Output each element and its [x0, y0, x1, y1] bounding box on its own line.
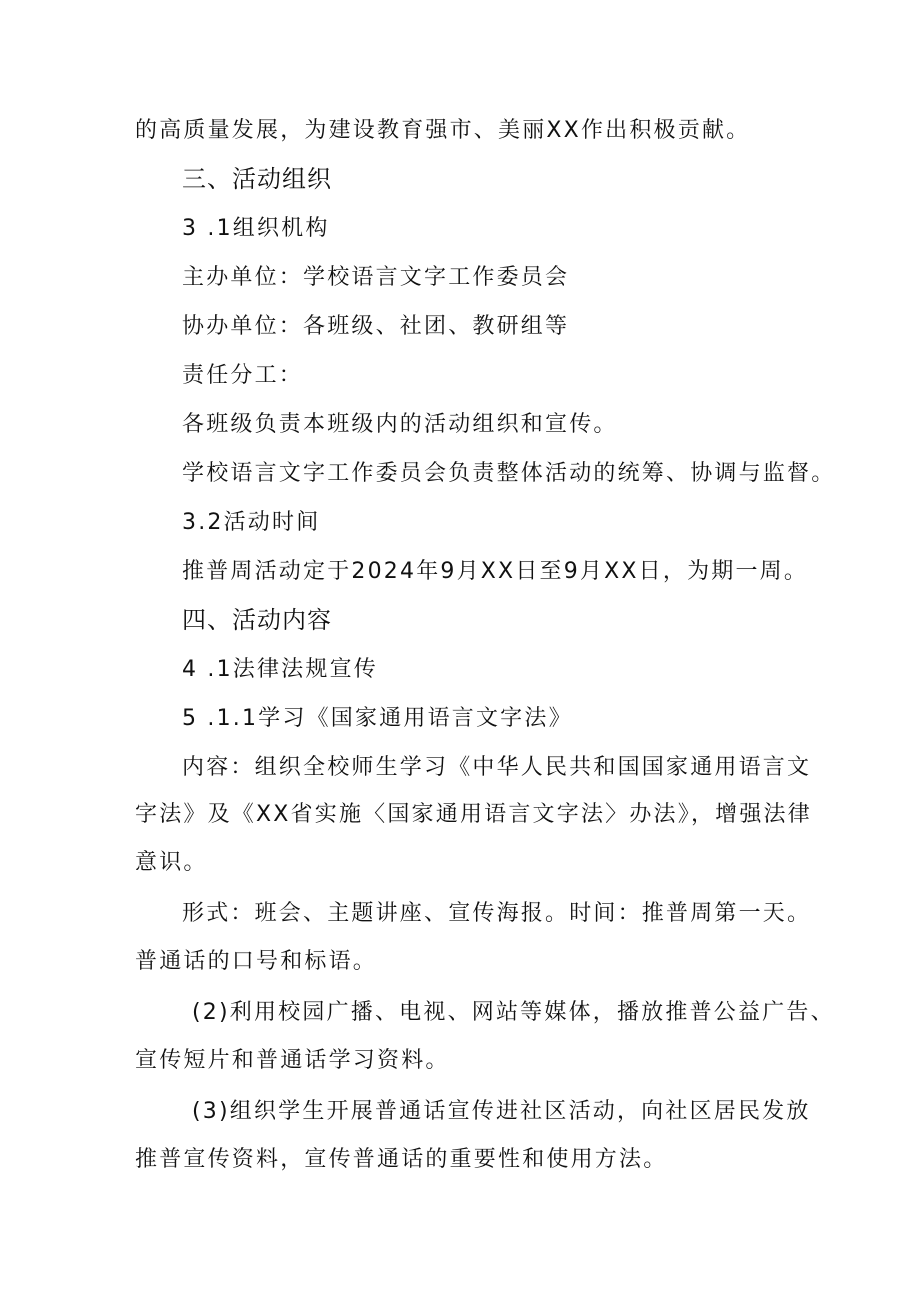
section-heading: 三、活动组织: [182, 165, 332, 193]
paragraph-line: 的高质量发展，为建设教育强市、美丽XX作出积极贡献。: [135, 118, 751, 143]
paragraph-line: 意识。: [135, 850, 208, 875]
subsection-heading: 4 .1法律法规宣传: [182, 657, 378, 682]
paragraph-line: 主办单位：学校语言文字工作委员会: [182, 265, 570, 290]
paragraph-line: (3)组织学生开展普通话宣传进社区活动，向社区居民发放: [192, 1099, 811, 1124]
paragraph-line: 形式：班会、主题讲座、宣传海报。时间：推普周第一天。: [182, 901, 812, 926]
subsection-heading: 3.2活动时间: [182, 510, 321, 535]
paragraph-line: 各班级负责本班级内的活动组织和宣传。: [182, 412, 618, 437]
section-heading: 四、活动内容: [182, 606, 332, 634]
paragraph-line: 宣传短片和普通话学习资料。: [135, 1048, 450, 1073]
paragraph-line: (2)利用校园广播、电视、网站等媒体，播放推普公益广告、: [192, 1000, 835, 1025]
paragraph-line: 推普周活动定于2024年9月XX日至9月XX日，为期一周。: [182, 559, 809, 584]
paragraph-line: 内容：组织全校师生学习《中华人民共和国国家通用语言文: [182, 755, 812, 780]
subsection-heading: 3 .1组织机构: [182, 216, 330, 241]
paragraph-line: 责任分工：: [182, 363, 304, 388]
paragraph-line: 普通话的口号和标语。: [135, 949, 378, 974]
subsection-heading: 5 .1.1学习《国家通用语言文字法》: [182, 706, 573, 731]
paragraph-line: 协办单位：各班级、社团、教研组等: [182, 314, 570, 339]
paragraph-line: 学校语言文字工作委员会负责整体活动的统筹、协调与监督。: [182, 461, 836, 486]
paragraph-line: 推普宣传资料，宣传普通话的重要性和使用方法。: [135, 1147, 668, 1172]
paragraph-line: 字法》及《XX省实施〈国家通用语言文字法〉办法》，增强法律: [135, 802, 812, 827]
